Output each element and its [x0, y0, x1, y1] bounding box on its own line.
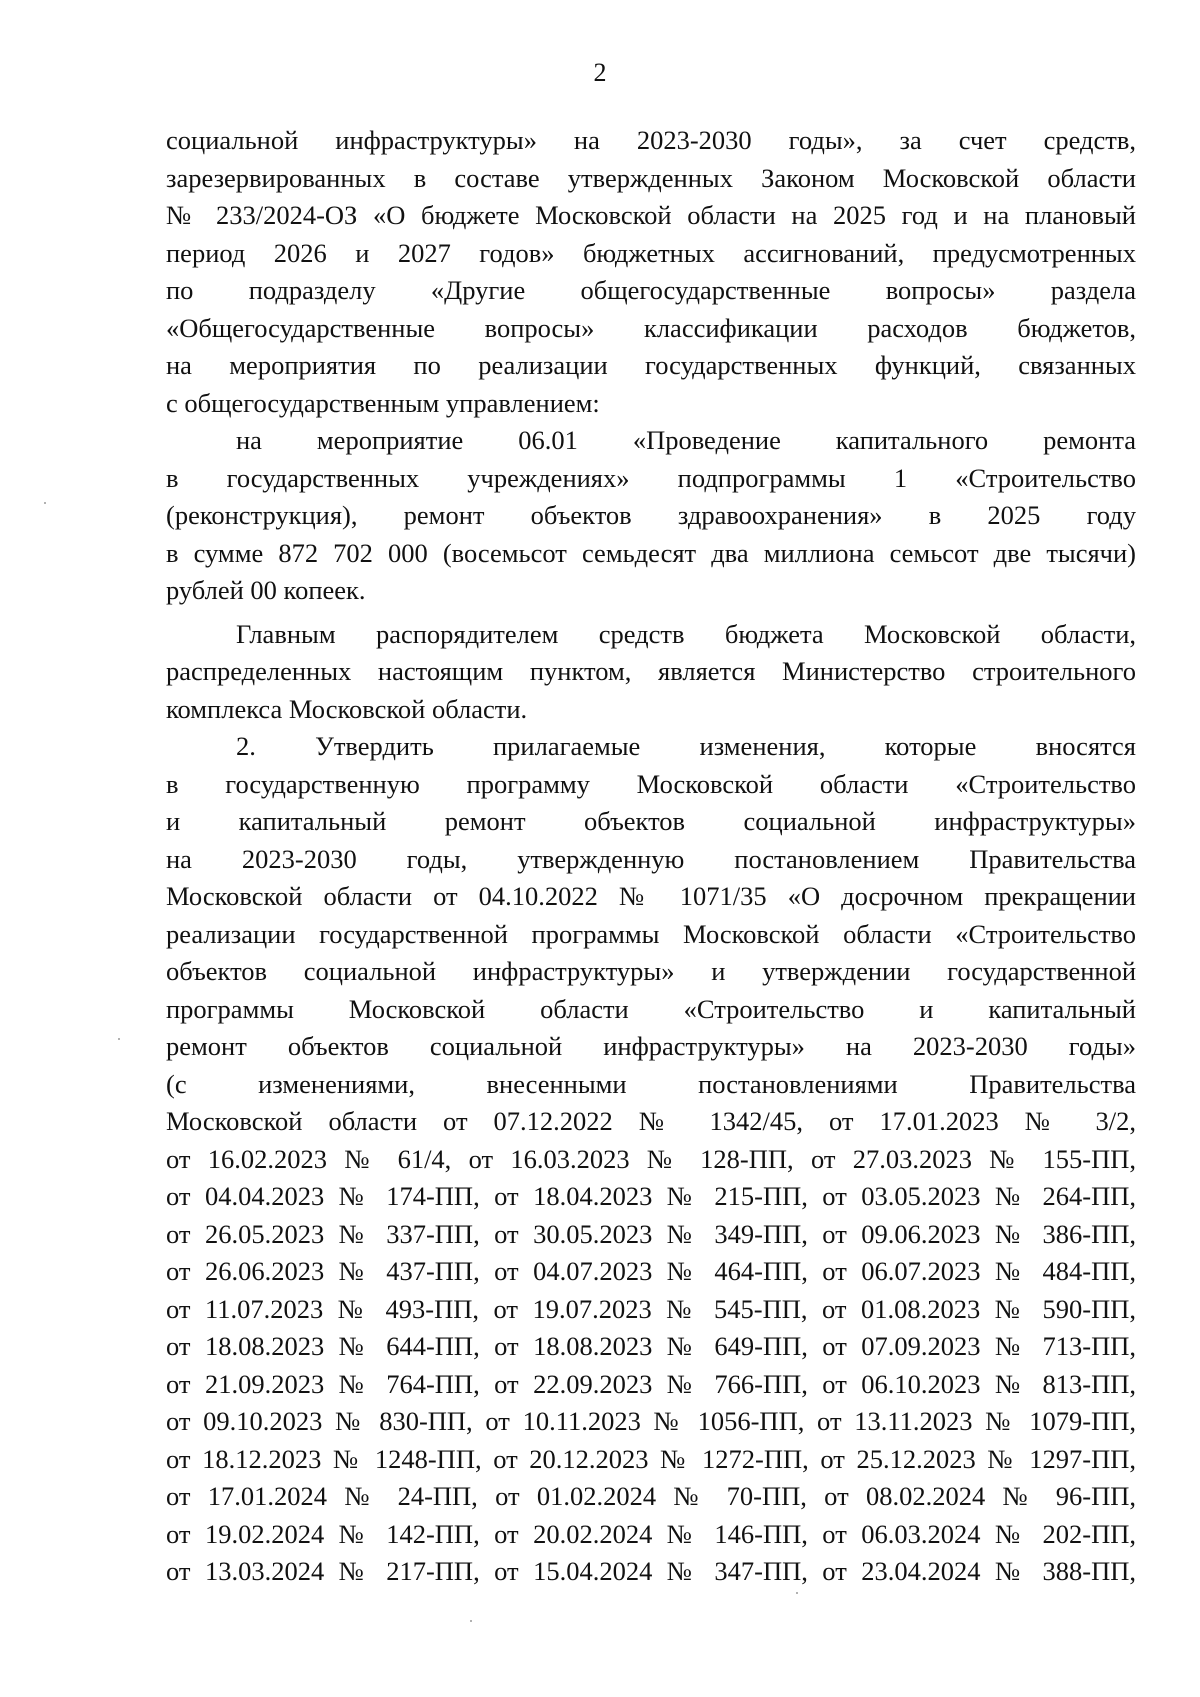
text-line: социальной инфраструктуры» на 2023-2030 годы», за счет средств, — [166, 125, 1136, 155]
text-line: Московской области от 04.10.2022 № 1071/35 «О досрочном прекращении — [166, 881, 1136, 911]
text-line: Московской области от 07.12.2022 № 1342/45, от 17.01.2023 № 3/2, — [166, 1106, 1136, 1136]
text-line: период 2026 и 2027 годов» бюджетных ассигнований, предусмотренных — [166, 237, 1136, 268]
text-line: от 11.07.2023 № 493-ПП, от 19.07.2023 № 545-ПП, от 01.08.2023 № 590-ПП, — [166, 1293, 1136, 1324]
text-line: зарезервированных в составе утвержденных Законом Московской области — [166, 162, 1136, 193]
scan-speck — [118, 1038, 120, 1040]
text-line: от 18.12.2023 № 1248-ПП, от 20.12.2023 № 1272-ПП, от 25.12.2023 № 1297-ПП, — [166, 1443, 1136, 1474]
document-body — [166, 122, 1136, 1591]
text-line: ремонт объектов социальной инфраструктуры» на 2023-2030 годы» — [166, 1031, 1136, 1061]
text-line: рублей 00 копеек. — [166, 575, 366, 605]
text-line: от 16.02.2023 № 61/4, от 16.03.2023 № 128-ПП, от 27.03.2023 № 155-ПП, — [166, 1143, 1136, 1174]
text-line: с общегосударственным управлением: — [166, 387, 600, 418]
text-line: от 21.09.2023 № 764-ПП, от 22.09.2023 № 766-ПП, от 06.10.2023 № 813-ПП, — [166, 1368, 1136, 1399]
text-line: от 04.04.2023 № 174-ПП, от 18.04.2023 № 215-ПП, от 03.05.2023 № 264-ПП, — [166, 1181, 1136, 1211]
text-line: по подразделу «Другие общегосударственные вопросы» раздела — [166, 275, 1136, 305]
scan-speck — [796, 1592, 798, 1594]
text-line: в государственную программу Московской области «Строительство — [166, 768, 1136, 799]
scan-speck — [44, 502, 46, 504]
text-line: в государственных учреждениях» подпрограммы 1 «Строительство — [166, 462, 1136, 493]
text-line: на 2023-2030 годы, утвержденную постановлением Правительства — [166, 843, 1136, 874]
text-line: реализации государственной программы Московской области «Строительство — [166, 918, 1136, 949]
text-line: от 09.10.2023 № 830-ПП, от 10.11.2023 № 1056-ПП, от 13.11.2023 № 1079-ПП, — [166, 1406, 1136, 1436]
text-line: (с изменениями, внесенными постановлениями Правительства — [166, 1068, 1136, 1099]
text-line: 2. Утвердить прилагаемые изменения, которые вносятся — [236, 731, 1136, 761]
text-line: (реконструкция), ремонт объектов здравоохранения» в 2025 году — [166, 500, 1136, 530]
text-line: от 17.01.2024 № 24-ПП, от 01.02.2024 № 70-ПП, от 08.02.2024 № 96-ПП, — [166, 1481, 1136, 1511]
text-line: Главным распорядителем средств бюджета Московской области, — [236, 618, 1136, 649]
text-line: объектов социальной инфраструктуры» и утверждении государственной — [166, 956, 1136, 986]
scan-speck — [470, 1620, 472, 1622]
text-line: от 26.06.2023 № 437-ПП, от 04.07.2023 № 464-ПП, от 06.07.2023 № 484-ПП, — [166, 1256, 1136, 1286]
text-line: от 18.08.2023 № 644-ПП, от 18.08.2023 № 649-ПП, от 07.09.2023 № 713-ПП, — [166, 1331, 1136, 1361]
page-number: 2 — [593, 58, 607, 87]
text-line: № 233/2024-ОЗ «О бюджете Московской области на 2025 год и на плановый — [166, 200, 1136, 230]
text-line: распределенных настоящим пунктом, является Министерство строительного — [166, 656, 1136, 686]
text-line: комплекса Московской области. — [166, 693, 528, 724]
text-line: «Общегосударственные вопросы» классификации расходов бюджетов, — [166, 312, 1136, 343]
text-line: на мероприятие 06.01 «Проведение капитального ремонта — [236, 425, 1136, 455]
text-line: программы Московской области «Строительство и капитальный — [166, 993, 1136, 1024]
text-line: от 13.03.2024 № 217-ПП, от 15.04.2024 № 347-ПП, от 23.04.2024 № 388-ПП, — [166, 1556, 1136, 1586]
text-line: в сумме 872 702 000 (восемьсот семьдесят два миллиона семьсот две тысячи) — [166, 537, 1136, 568]
text-line: от 26.05.2023 № 337-ПП, от 30.05.2023 № 349-ПП, от 09.06.2023 № 386-ПП, — [166, 1218, 1136, 1249]
text-line: и капитальный ремонт объектов социальной инфраструктуры» — [166, 806, 1136, 836]
text-line: на мероприятия по реализации государственных функций, связанных — [166, 350, 1136, 380]
text-line: от 19.02.2024 № 142-ПП, от 20.02.2024 № 146-ПП, от 06.03.2024 № 202-ПП, — [166, 1518, 1136, 1549]
